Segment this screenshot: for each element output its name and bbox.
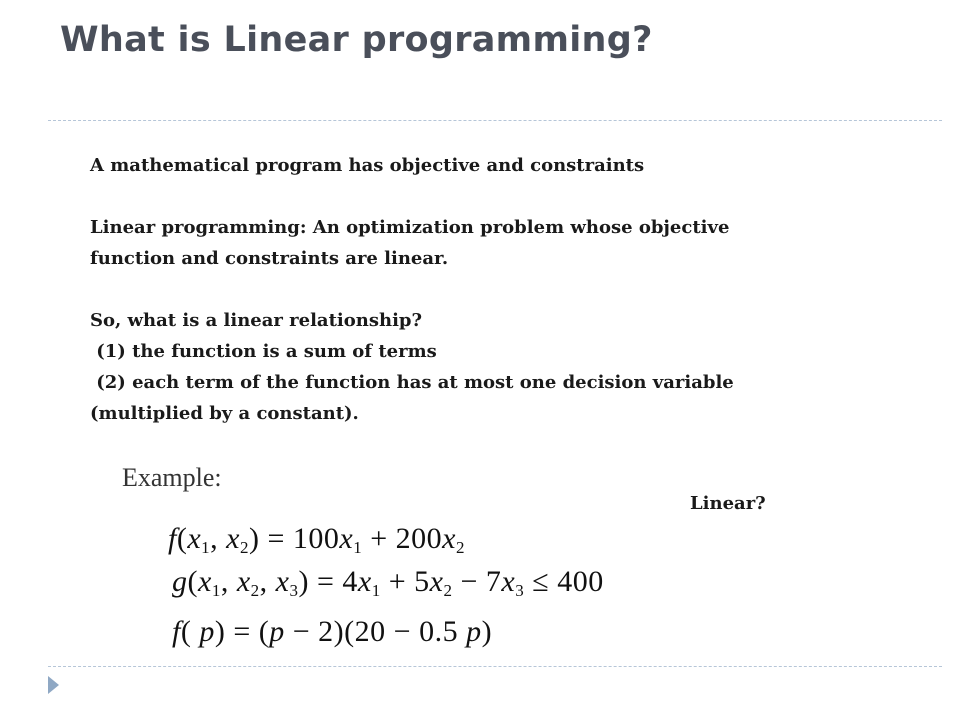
eq3-rhs-var1: p [269,615,285,648]
equation-1 [168,522,465,556]
eq1-var1: x [187,522,202,555]
top-divider [48,120,942,121]
eq2-rhs-var1: x [357,565,372,598]
paragraph-gap [90,274,850,305]
eq1-rhs-b: + 200 [362,522,443,555]
eq3-fn: f [172,615,181,648]
eq1-fn: f [168,522,177,555]
eq2-sub3: 3 [289,581,299,600]
eq1-sub2: 2 [240,538,249,557]
eq2-rhs-b: + 5 [380,565,430,598]
slide-title: What is Linear programming? [60,20,653,60]
eq1-rhs-var1: x [339,522,354,555]
equation-3 [172,615,492,649]
eq1-var2: x [226,522,240,555]
eq2-rhs-sub3: 3 [515,581,525,600]
eq2-fn: g [172,565,188,598]
condition-1-line: (1) the function is a sum of terms [90,341,437,362]
eq3-open: ( [180,615,200,648]
eq1-comma: , [210,522,227,555]
eq2-sub2: 2 [250,581,260,600]
paragraph-gap [90,181,850,212]
eq1-open: ( [176,522,188,555]
eq3-close: ) [214,615,226,648]
intro-sentence: A mathematical program has objective and constraints [90,155,645,176]
bottom-divider [48,666,942,667]
eq3-rhs-c: ) [481,615,493,648]
linear-question-label: Linear? [690,493,766,514]
slide-body [90,150,850,429]
example-label: Example: [122,463,222,492]
eq1-rhs-var2: x [442,522,456,555]
eq1-rhs-sub2: 2 [456,538,465,557]
eq2-rhs-c: − 7 [452,565,502,598]
eq2-rhs-d: ≤ 400 [524,565,604,598]
eq3-var: p [199,615,215,648]
eq3-rhs-var2: p [466,615,482,648]
eq1-sub1: 1 [201,538,211,557]
eq2-var3: x [275,565,290,598]
eq2-comma1: , [220,565,237,598]
eq1-close: ) [249,522,260,555]
eq2-var2: x [236,565,251,598]
eq2-open: ( [187,565,198,598]
eq2-rhs-var2: x [429,565,444,598]
definition-line-1: Linear programming: An optimization problem whose objective [90,217,730,238]
condition-2-line: (2) each term of the function has at most one decision variable [90,372,734,393]
eq3-rhs-b: − 2)(20 − 0.5 [284,615,467,648]
eq2-rhs-a: = 4 [308,565,358,598]
triangle-right-icon [48,676,59,694]
eq1-rhs-sub1: 1 [353,538,363,557]
eq2-var1: x [198,565,212,598]
condition-2-continuation: (multiplied by a constant). [90,403,359,424]
eq2-rhs-sub1: 1 [371,581,381,600]
definition-line-2: function and constraints are linear. [90,248,449,269]
eq2-rhs-sub2: 2 [443,581,453,600]
eq3-rhs-a: = ( [225,615,270,648]
eq2-comma2: , [259,565,276,598]
eq2-close: ) [298,565,309,598]
eq1-rhs-a: = 100 [259,522,340,555]
question-line: So, what is a linear relationship? [90,310,423,331]
eq2-sub1: 1 [211,581,221,600]
equation-2 [172,565,604,599]
eq2-rhs-var3: x [501,565,516,598]
